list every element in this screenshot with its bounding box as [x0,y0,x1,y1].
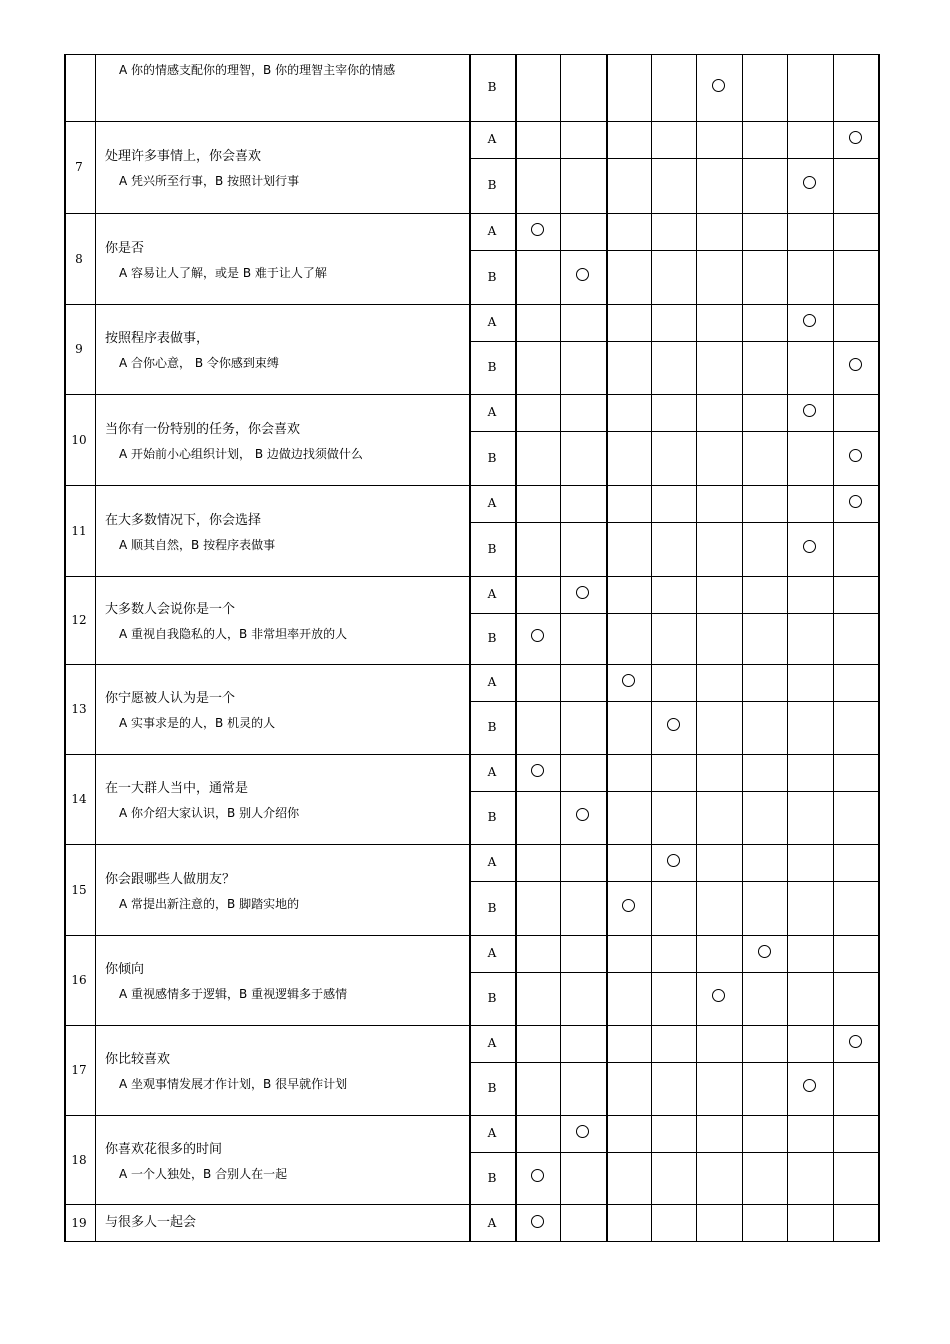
option-label: B [487,80,497,94]
circle-mark [712,79,725,92]
circle-mark [531,629,544,642]
option-label: A [487,587,497,601]
question-number: 7 [75,160,83,174]
row-line [469,701,879,702]
option-label: A [487,1036,497,1050]
question-choices: A 重视自我隐私的人，B 非常坦率开放的人 [119,627,348,641]
question-number: 9 [75,342,83,356]
option-label: B [487,810,497,824]
row-line [469,881,879,882]
question-prompt: 你比较喜欢 [105,1052,171,1067]
question-prompt: 在一大群人当中，通常是 [105,781,249,796]
option-label: A [487,224,497,238]
row-line [469,431,879,432]
option-label: B [487,450,497,465]
option-label: A [487,315,497,329]
circle-mark [803,176,816,189]
question-choices: A 合你心意， B 令你感到束缚 [119,356,279,370]
question-prompt: 按照程序表做事， [105,331,210,346]
column-line [95,54,96,1242]
option-label: B [487,900,497,915]
option-label: A [487,1126,497,1140]
circle-mark [712,989,725,1002]
circle-mark [849,495,862,508]
circle-mark [576,586,589,599]
circle-mark [667,718,680,731]
question-prompt: 处理许多事情上，你会喜欢 [105,149,262,164]
circle-mark [803,404,816,417]
row-line [469,1152,879,1153]
row-line [469,158,879,159]
question-prompt: 你宁愿被人认为是一个 [105,691,236,706]
row-line [64,1241,879,1242]
questionnaire-table [64,54,879,1242]
question-prompt: 当你有一份特别的任务，你会喜欢 [105,421,301,437]
row-line [64,1204,879,1205]
row-line [64,576,879,577]
row-line [64,664,879,665]
row-line [469,341,879,342]
question-prompt: 大多数人会说你是一个 [105,602,236,617]
column-line [878,54,880,1242]
circle-mark [849,1035,862,1048]
question-number: 10 [71,432,87,447]
question-choices: A 容易让人了解，或是 B 难于让人了解 [119,265,327,280]
circle-mark [576,268,589,281]
row-line [64,304,879,305]
question-number: 8 [75,251,83,266]
circle-mark [576,1125,589,1138]
option-label: B [487,269,497,284]
circle-mark [667,854,680,867]
option-label: A [487,1215,497,1230]
option-label: B [487,720,497,734]
circle-mark [803,540,816,553]
row-line [469,791,879,792]
row-line [64,844,879,845]
row-line [64,1115,879,1116]
row-line [469,250,879,251]
option-label: A [487,405,497,419]
option-label: A [487,946,497,960]
question-choices: A 一个人独处，B 合别人在一起 [119,1166,288,1181]
row-line [64,754,879,755]
option-label: A [487,765,497,779]
question-number: 14 [71,792,87,806]
question-prompt: 你是否 [105,240,145,256]
question-choices: A 你介绍大家认识，B 别人介绍你 [119,806,300,820]
row-line [64,935,879,936]
row-line [64,1025,879,1026]
column-line [606,54,608,1242]
row-line [469,522,879,523]
column-line [696,54,697,1242]
question-number: 15 [71,882,87,897]
row-line [469,972,879,973]
circle-mark [803,1079,816,1092]
option-label: B [487,360,497,374]
question-choices: A 常提出新注意的，B 脚踏实地的 [119,896,300,911]
row-line [469,613,879,614]
option-label: B [487,178,497,192]
question-prompt: 你倾向 [105,962,145,977]
question-number: 17 [71,1063,87,1077]
question-number: 18 [71,1152,87,1167]
option-label: B [487,1170,497,1185]
column-line [833,54,834,1242]
question-number: 19 [71,1215,87,1230]
row-line [469,1062,879,1063]
circle-mark [622,674,635,687]
circle-mark [531,1169,544,1182]
column-line [742,54,743,1242]
question-choices: A 坐观事情发展才作计划，B 很早就作计划 [119,1077,348,1091]
option-label: B [487,991,497,1005]
circle-mark [758,945,771,958]
circle-mark [849,358,862,371]
question-prompt: 在大多数情况下，你会选择 [105,512,262,528]
row-line [64,394,879,395]
row-line [64,121,879,122]
option-label: A [487,675,497,689]
question-prompt: 与很多人一起会 [105,1214,197,1230]
column-line [515,54,517,1242]
circle-mark [622,899,635,912]
question-number: 16 [71,973,87,987]
column-line [787,54,788,1242]
circle-mark [576,808,589,821]
question-choices: A 开始前小心组织计划， B 边做边找须做什么 [119,446,363,461]
option-label: B [487,631,497,645]
question-choices: A 实事求是的人，B 机灵的人 [119,716,276,730]
circle-mark [849,449,862,462]
question-choices: A 你的情感支配你的理智，B 你的理智主宰你的情感 [119,63,396,77]
question-choices: A 顺其自然，B 按程序表做事 [119,537,276,552]
circle-mark [803,314,816,327]
option-label: B [487,541,497,556]
circle-mark [531,764,544,777]
circle-mark [849,131,862,144]
circle-mark [531,223,544,236]
question-choices: A 重视感情多于逻辑，B 重视逻辑多于感情 [119,987,348,1001]
option-label: A [487,132,497,146]
question-number: 13 [71,702,87,716]
row-line [64,54,879,55]
question-choices: A 凭兴所至行事，B 按照计划行事 [119,174,300,188]
option-label: A [487,855,497,869]
column-line [560,54,561,1242]
option-label: B [487,1081,497,1095]
circle-mark [531,1215,544,1228]
question-prompt: 你会跟哪些人做朋友？ [105,871,236,887]
question-number: 12 [71,613,87,627]
row-line [64,485,879,486]
column-line [651,54,652,1242]
question-number: 11 [71,523,87,538]
question-prompt: 你喜欢花很多的时间 [105,1141,223,1157]
row-line [64,213,879,214]
option-label: A [487,496,497,510]
